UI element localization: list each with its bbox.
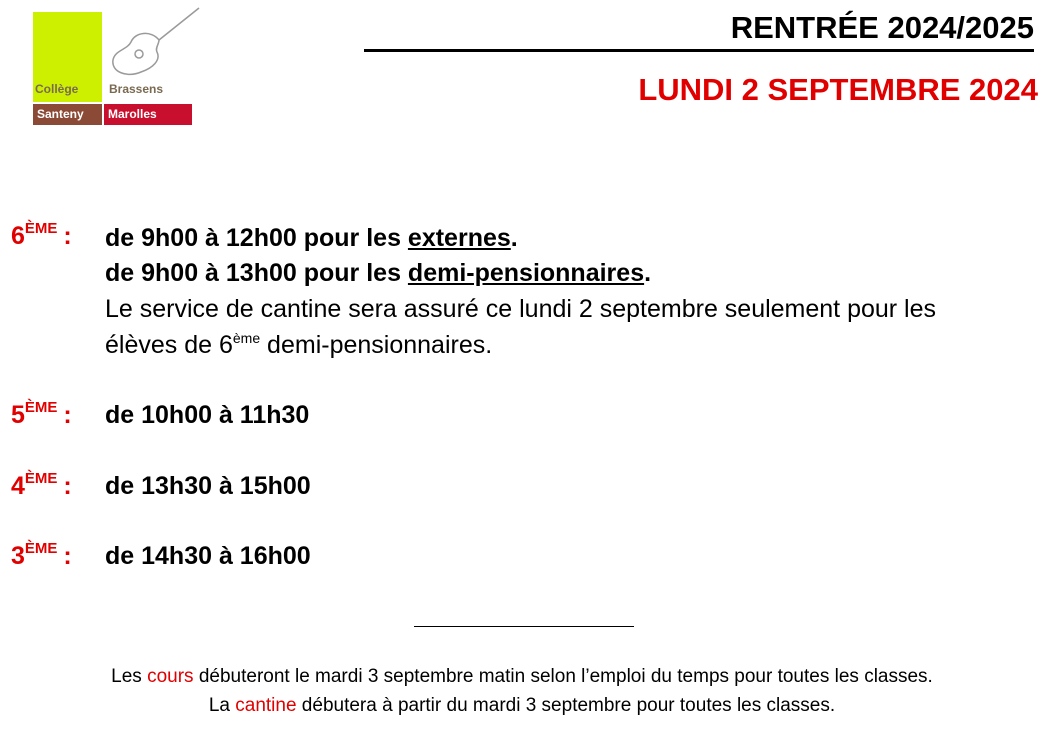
cantine-note-line2: élèves de 6ème demi-pensionnaires. bbox=[105, 330, 493, 359]
level-label-5eme: 5ÈME : bbox=[11, 399, 72, 429]
logo-marolles-bar: Marolles bbox=[104, 104, 192, 125]
page-date: LUNDI 2 SEPTEMBRE 2024 bbox=[638, 72, 1038, 107]
schedule-line-3eme: de 14h30 à 16h00 bbox=[105, 542, 311, 570]
level-label-3eme: 3ÈME : bbox=[11, 540, 72, 570]
title-underline bbox=[364, 49, 1034, 52]
school-logo bbox=[31, 6, 203, 128]
guitar-icon bbox=[101, 6, 203, 86]
logo-brassens-text: Brassens bbox=[109, 82, 164, 96]
level-label-4eme: 4ÈME : bbox=[11, 470, 72, 500]
schedule-line-demi-pensionnaires: de 9h00 à 13h00 pour les demi-pensionnaires. bbox=[105, 259, 652, 287]
cantine-note-line1: Le service de cantine sera assuré ce lundi 2 septembre seulement pour les bbox=[105, 295, 937, 323]
page-title: RENTRÉE 2024/2025 bbox=[730, 10, 1034, 45]
schedule-line-5eme: de 10h00 à 11h30 bbox=[105, 401, 310, 429]
logo-college-text: Collège bbox=[35, 82, 79, 96]
section-divider bbox=[414, 626, 634, 627]
schedule-line-4eme: de 13h30 à 15h00 bbox=[105, 472, 311, 500]
schedule-line-externes: de 9h00 à 12h00 pour les externes. bbox=[105, 224, 518, 252]
footer-cours-note: Les cours débuteront le mardi 3 septembre matin selon l’emploi du temps pour toutes les classes. bbox=[111, 666, 933, 687]
footer-cantine-note: La cantine débutera à partir du mardi 3 septembre pour toutes les classes. bbox=[208, 695, 836, 716]
level-label-6eme: 6ÈME : bbox=[11, 220, 72, 250]
logo-santeny-bar: Santeny bbox=[33, 104, 102, 125]
